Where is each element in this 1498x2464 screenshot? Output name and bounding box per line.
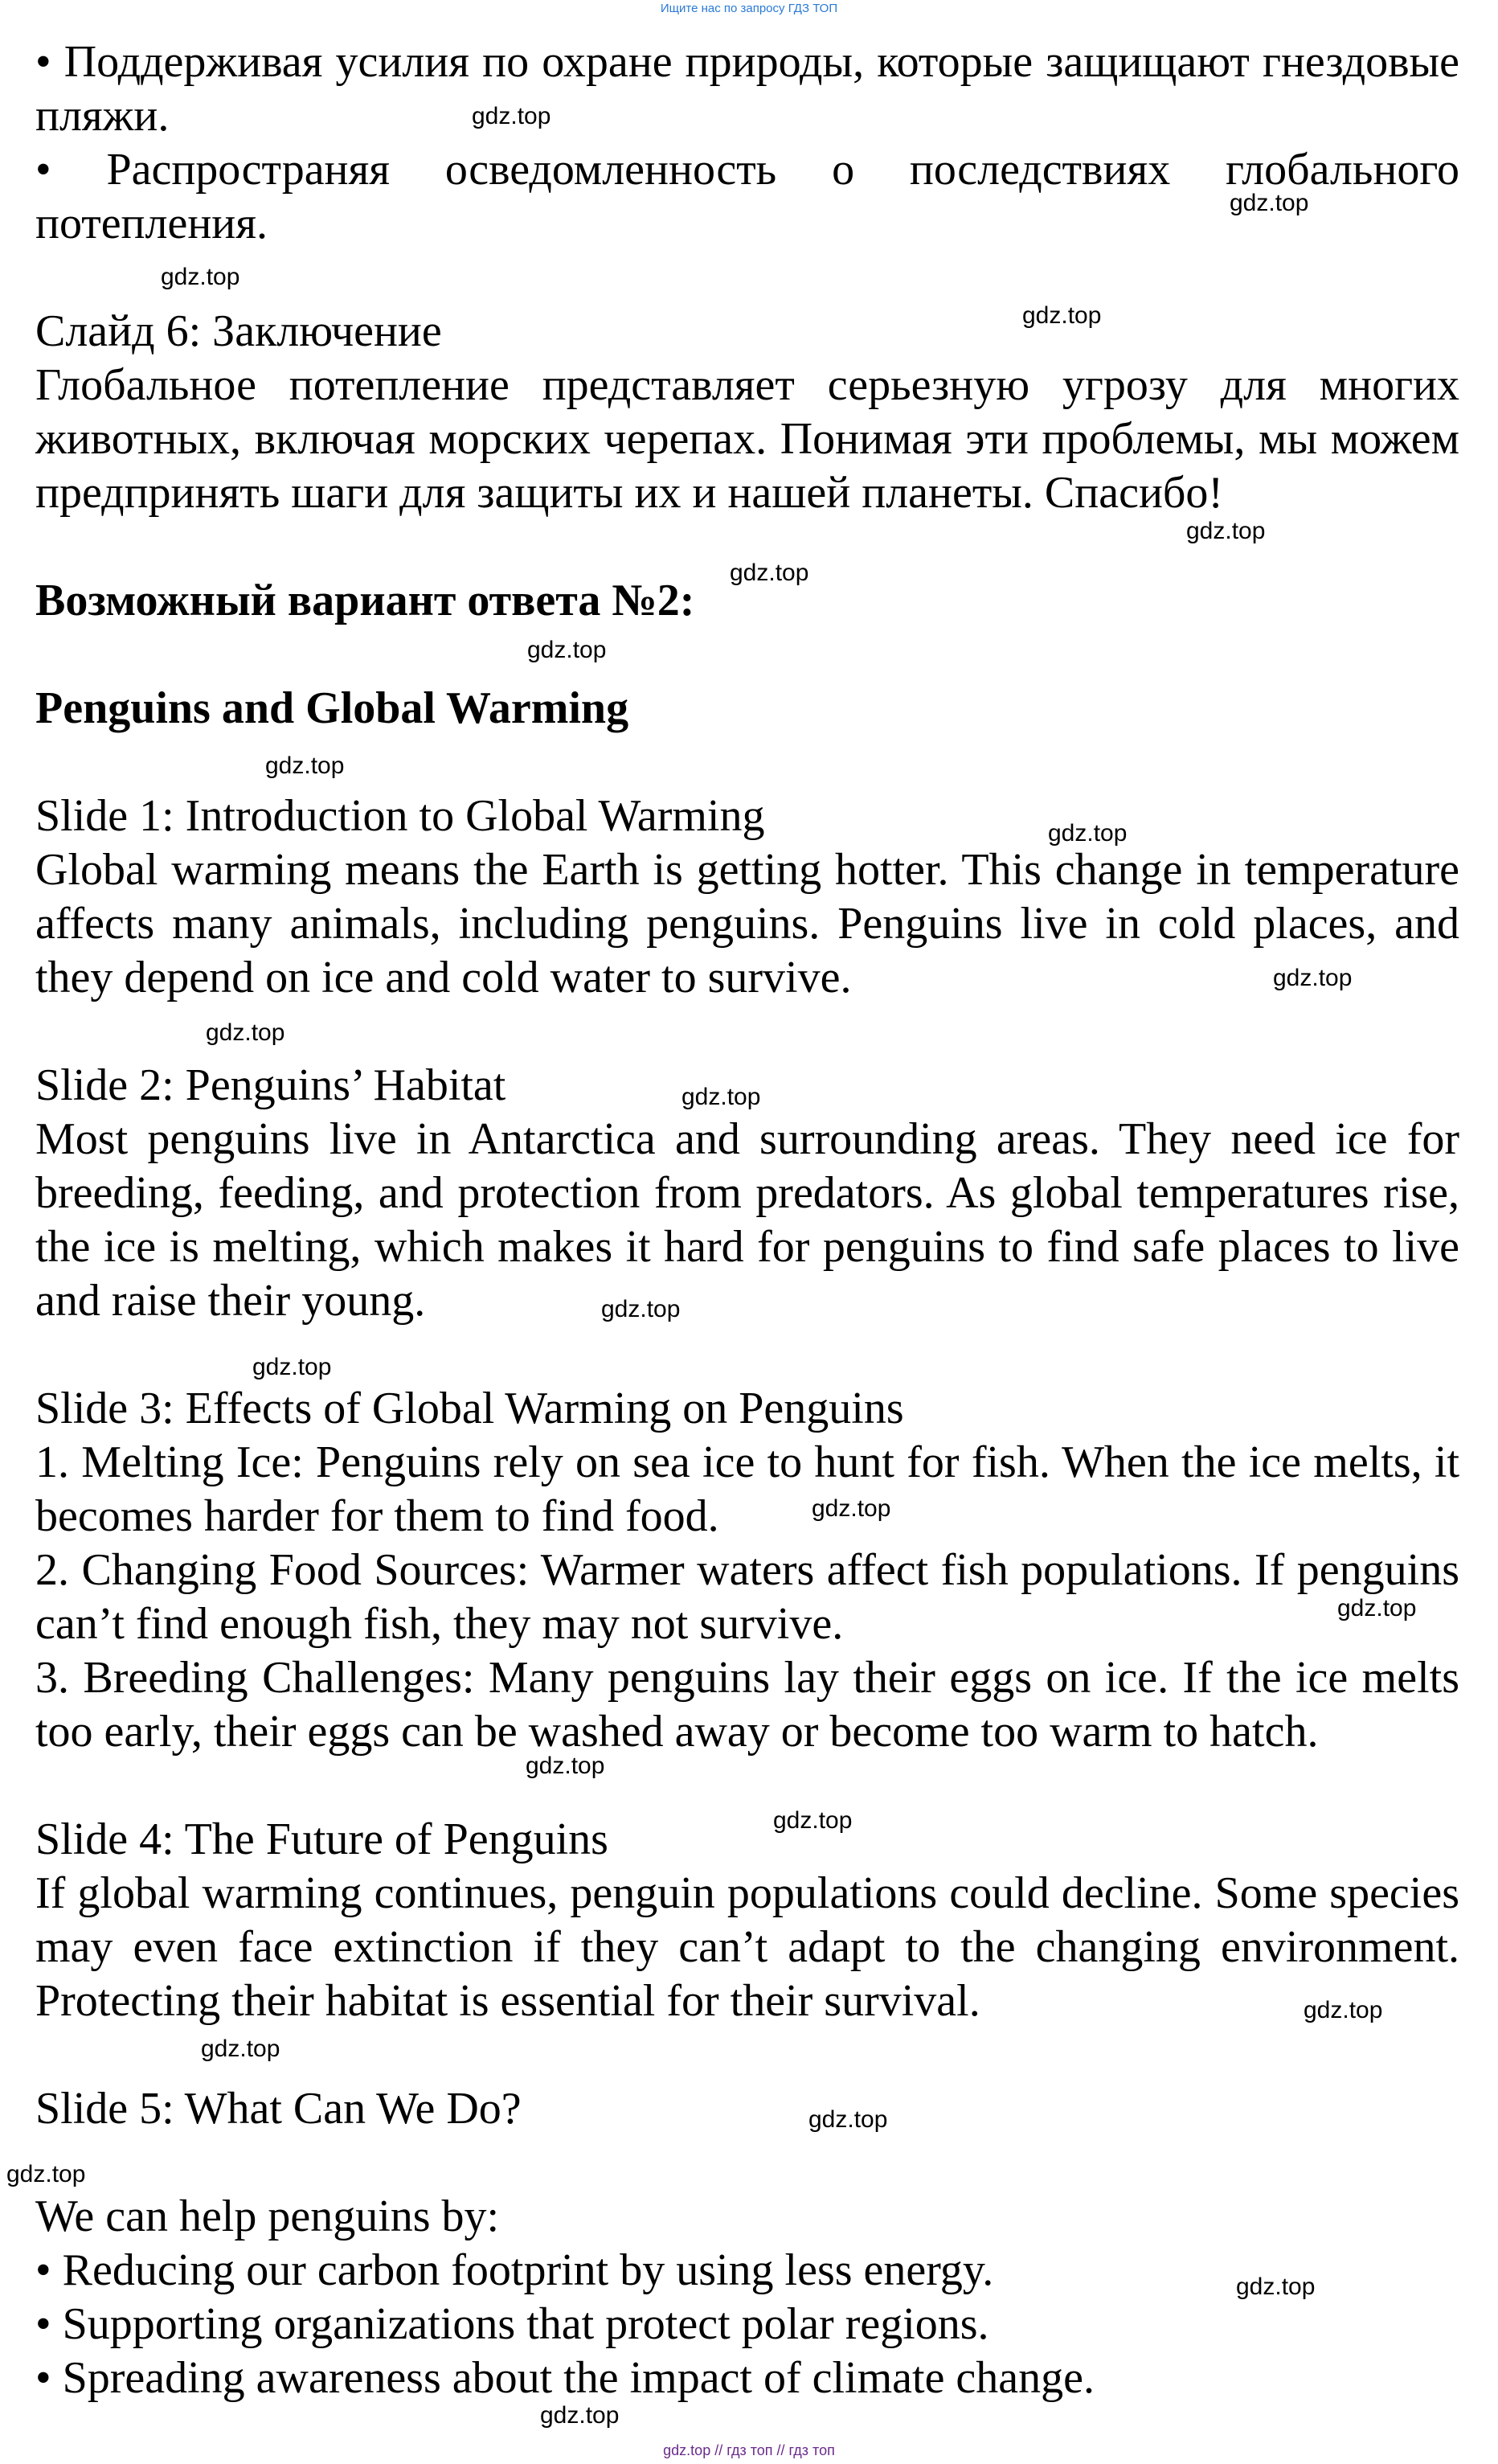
slide5-bullet-awareness: • Spreading awareness about the impact of climate change. (35, 2353, 1095, 2403)
watermark: gdz.top (681, 1084, 761, 1110)
watermark: gdz.top (6, 2161, 86, 2187)
slide5-title: Slide 5: What Can We Do? (35, 2084, 522, 2134)
footer-links[interactable]: gdz.top // гдз топ // гдз топ (663, 2442, 835, 2458)
watermark: gdz.top (252, 1354, 332, 1380)
watermark: gdz.top (1186, 518, 1266, 544)
watermark: gdz.top (808, 2106, 888, 2133)
slide3-item-melting-ice: 1. Melting Ice: Penguins rely on sea ice to hunt for fish. When the ice melts, it becomes harder for them to find food. (35, 1437, 1459, 1541)
watermark: gdz.top (1022, 302, 1102, 329)
bullet-nesting-beaches: • Поддерживая усилия по охране природы, которые защищают гнездовые пляжи. (35, 37, 1459, 141)
watermark: gdz.top (730, 560, 809, 586)
slide3-item-breeding: 3. Breeding Challenges: Many penguins lay their eggs on ice. If the ice melts too early, their eggs can be washed away or become too warm to hatch. (35, 1653, 1459, 1757)
bullet-global-warming-awareness: • Распространяя осведомленность о последствиях глобального потепления. (35, 145, 1459, 248)
watermark: gdz.top (1236, 2273, 1316, 2300)
spacer (35, 251, 1459, 305)
watermark: gdz.top (206, 1019, 285, 1046)
slide6-text: Глобальное потепление представляет серьезную угрозу для многих животных, включая морских черепах. Понимая эти проблемы, мы можем предпринять шаги для защиты их и нашей планеты. Спасибо! (35, 360, 1459, 518)
spacer (35, 736, 1459, 789)
watermark: gdz.top (265, 752, 345, 779)
slide5-intro: We can help penguins by: (35, 2191, 500, 2241)
slide3-item-food-sources: 2. Changing Food Sources: Warmer waters affect fish populations. If penguins can’t find enough fish, they may not survive. (35, 1545, 1459, 1649)
watermark: gdz.top (1273, 965, 1353, 991)
watermark: gdz.top (773, 1807, 853, 1834)
watermark: gdz.top (526, 1753, 605, 1779)
watermark: gdz.top (812, 1495, 891, 1522)
watermark: gdz.top (161, 264, 240, 290)
watermark: gdz.top (601, 1296, 681, 1322)
answer2-label: Возможный вариант ответа №2: (35, 576, 695, 625)
slide6-title: Слайд 6: Заключение (35, 306, 442, 356)
spacer (35, 1328, 1459, 1382)
spacer (35, 1759, 1459, 1813)
slide4-title: Slide 4: The Future of Penguins (35, 1814, 608, 1864)
slide1-text: Global warming means the Earth is getting hotter. This change in temperature affects many animals, including penguins. Penguins live in cold places, and they depend on ice and cold water to survive. (35, 845, 1459, 1002)
slide5-bullet-carbon: • Reducing our carbon footprint by using less energy. (35, 2245, 994, 2295)
watermark: gdz.top (1304, 1997, 1383, 2023)
watermark: gdz.top (201, 2036, 280, 2062)
watermark: gdz.top (527, 637, 607, 663)
spacer (35, 2136, 1459, 2190)
watermark: gdz.top (472, 103, 551, 129)
header-search-link[interactable]: Ищите нас по запросу ГДЗ ТОП (660, 2, 838, 15)
watermark: gdz.top (1048, 820, 1128, 847)
document-title: Penguins and Global Warming (35, 683, 629, 733)
watermark: gdz.top (1230, 190, 1309, 216)
spacer (35, 628, 1459, 682)
slide2-title: Slide 2: Penguins’ Habitat (35, 1060, 506, 1110)
slide5-bullet-organizations: • Supporting organizations that protect polar regions. (35, 2299, 989, 2349)
slide2-text: Most penguins live in Antarctica and surrounding areas. They need ice for breeding, feeding, and protection from predators. As global temperatures rise, the ice is melting, which makes it hard for penguins to find safe places to live and raise their young. (35, 1114, 1459, 1326)
slide3-title: Slide 3: Effects of Global Warming on Penguins (35, 1384, 904, 1433)
watermark: gdz.top (540, 2402, 620, 2429)
slide4-text: If global warming continues, penguin populations could decline. Some species may even face extinction if they can’t adapt to the changing environment. Protecting their habitat is essential for their survival. (35, 1868, 1459, 2026)
watermark: gdz.top (1337, 1595, 1417, 1621)
slide1-title: Slide 1: Introduction to Global Warming (35, 791, 765, 841)
